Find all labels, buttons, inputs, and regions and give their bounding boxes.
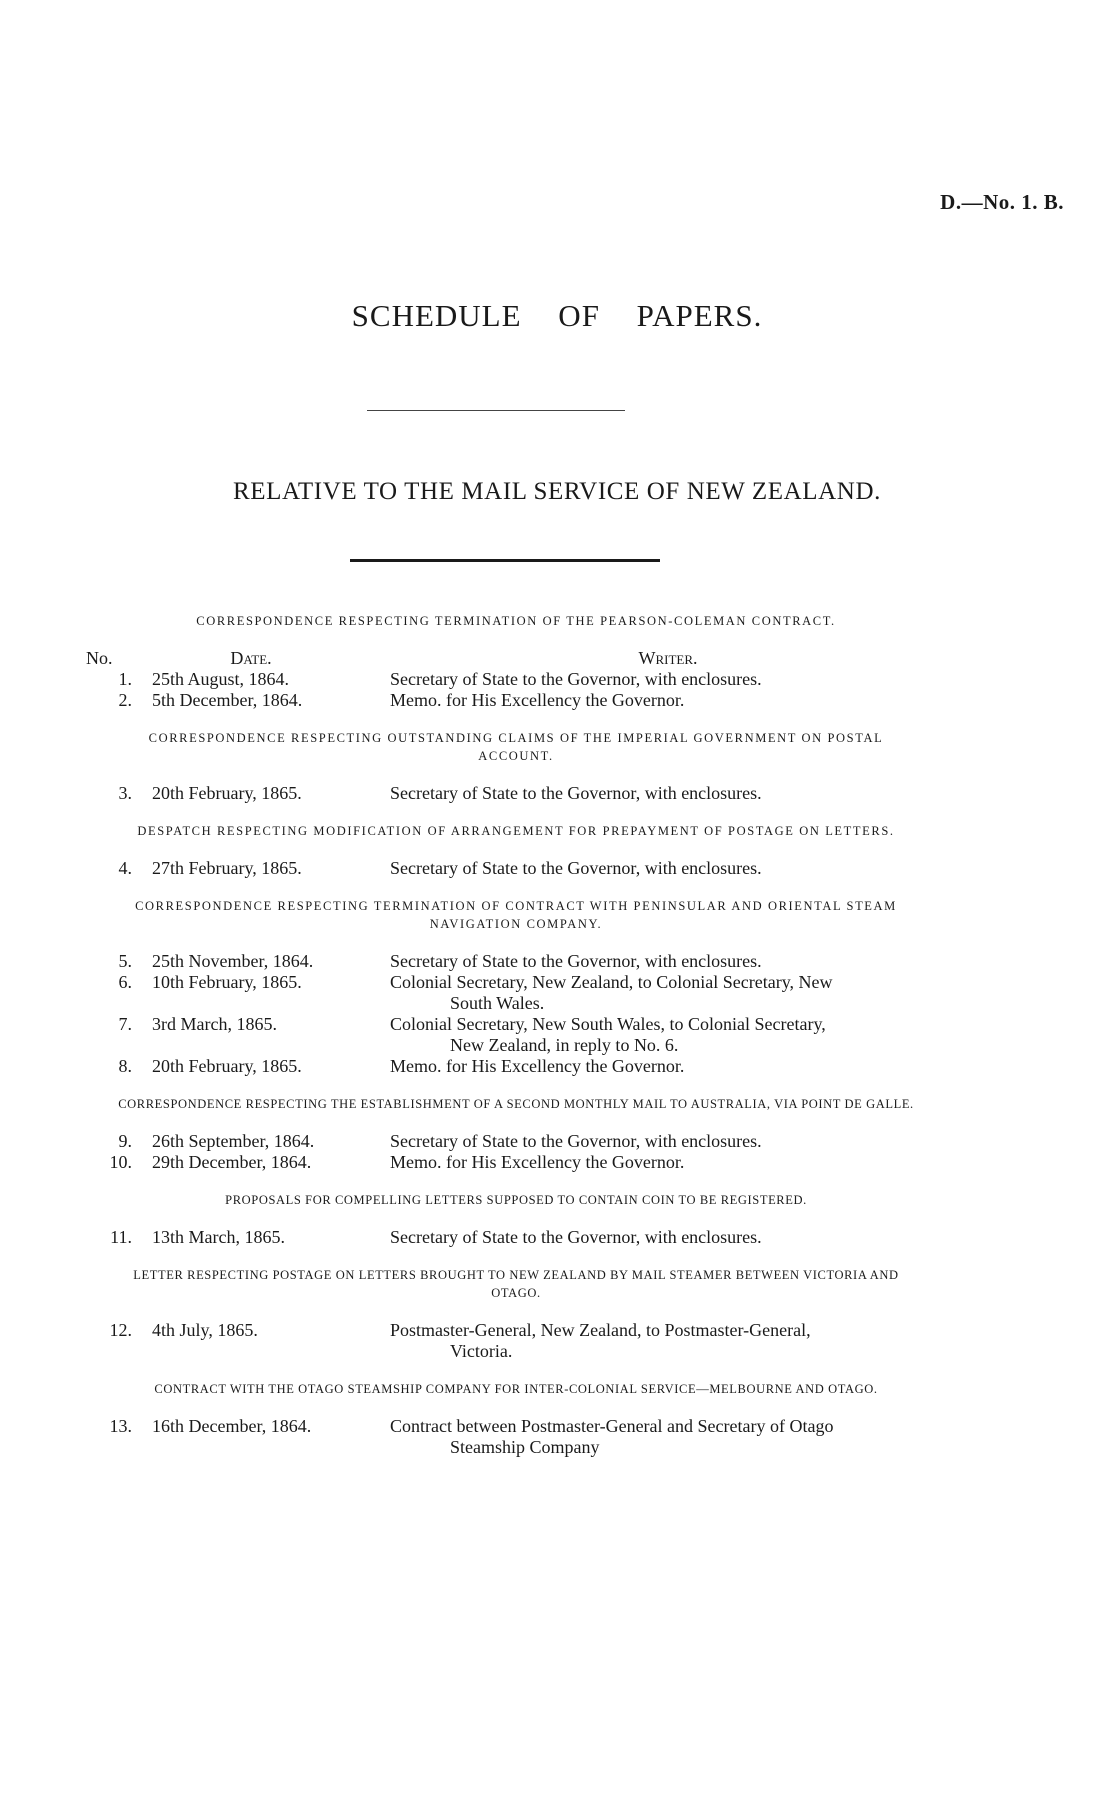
paper-writer-continuation: New Zealand, in reply to No. 6.	[450, 1035, 679, 1055]
paper-writer-text: Contract between Postmaster-General and Secretary of Otago	[390, 1416, 834, 1436]
divider-thin	[367, 410, 625, 411]
paper-number: 13.	[109, 1416, 132, 1436]
paper-number: 6.	[118, 972, 132, 992]
table-row	[86, 1131, 946, 1152]
section-heading: CORRESPONDENCE RESPECTING TERMINATION OF CONTRACT WITH PENINSULAR AND ORIENTAL STEAM NAVIGATION COMPANY.	[135, 899, 897, 931]
paper-writer-text: Secretary of State to the Governor, with enclosures.	[390, 1131, 762, 1151]
section-rows	[86, 648, 946, 711]
paper-writer	[370, 1416, 946, 1458]
paper-date: 20th February, 1865.	[152, 783, 302, 803]
section-heading: LETTER RESPECTING POSTAGE ON LETTERS BROUGHT TO NEW ZEALAND BY MAIL STEAMER BETWEEN VICTORIA AND OTAGO.	[133, 1268, 899, 1300]
paper-writer	[370, 951, 946, 972]
paper-date: 20th February, 1865.	[152, 1056, 302, 1076]
section-heading: CORRESPONDENCE RESPECTING THE ESTABLISHMENT OF A SECOND MONTHLY MAIL TO AUSTRALIA, VIA POINT DE GALLE.	[118, 1097, 914, 1111]
paper-date: 13th March, 1865.	[152, 1227, 285, 1247]
paper-number: 1.	[118, 669, 132, 689]
paper-writer	[370, 1152, 946, 1173]
paper-writer	[370, 1131, 946, 1152]
section-rows	[86, 951, 946, 1077]
paper-number: 8.	[118, 1056, 132, 1076]
paper-date: 25th August, 1864.	[152, 669, 290, 689]
column-header-date: Date.	[230, 648, 272, 668]
paper-writer-continuation: Victoria.	[450, 1341, 513, 1361]
paper-writer	[370, 669, 946, 690]
paper-writer-text: Colonial Secretary, New South Wales, to Colonial Secretary,	[390, 1014, 826, 1034]
paper-writer-continuation: Steamship Company	[450, 1437, 600, 1457]
paper-date: 3rd March, 1865.	[152, 1014, 277, 1034]
paper-date: 4th July, 1865.	[152, 1320, 258, 1340]
section-heading: DESPATCH RESPECTING MODIFICATION OF ARRANGEMENT FOR PREPAYMENT OF POSTAGE ON LETTERS.	[137, 824, 895, 838]
paper-writer	[370, 972, 946, 1014]
section-rows	[86, 1131, 946, 1173]
paper-number: 11.	[110, 1227, 132, 1247]
paper-date: 26th September, 1864.	[152, 1131, 315, 1151]
divider-thick	[350, 559, 660, 562]
paper-writer-text: Colonial Secretary, New Zealand, to Colonial Secretary, New	[390, 972, 833, 992]
schedule-section	[86, 897, 946, 1077]
section-heading: CORRESPONDENCE RESPECTING OUTSTANDING CLAIMS OF THE IMPERIAL GOVERNMENT ON POSTAL ACCOUNT.	[148, 731, 884, 763]
paper-number: 2.	[118, 690, 132, 710]
section-rows	[86, 783, 946, 804]
section-heading: CONTRACT WITH THE OTAGO STEAMSHIP COMPANY FOR INTER-COLONIAL SERVICE—MELBOURNE AND OTAGO.	[154, 1382, 878, 1396]
section-rows	[86, 858, 946, 879]
table-row	[86, 972, 946, 1014]
table-row	[86, 951, 946, 972]
table-row	[86, 1152, 946, 1173]
paper-date: 16th December, 1864.	[152, 1416, 312, 1436]
section-rows	[86, 1227, 946, 1248]
table-row	[86, 669, 946, 690]
schedule-section	[86, 822, 946, 879]
table-row	[86, 783, 946, 804]
column-header-row	[86, 648, 946, 669]
paper-writer	[370, 690, 946, 711]
paper-number: 12.	[109, 1320, 132, 1340]
schedule-content	[86, 612, 946, 1476]
paper-date: 27th February, 1865.	[152, 858, 302, 878]
paper-writer-text: Secretary of State to the Governor, with enclosures.	[390, 858, 762, 878]
paper-date: 29th December, 1864.	[152, 1152, 312, 1172]
section-heading: CORRESPONDENCE RESPECTING TERMINATION OF THE PEARSON-COLEMAN CONTRACT.	[196, 614, 836, 628]
paper-date: 10th February, 1865.	[152, 972, 302, 992]
paper-writer-text: Postmaster-General, New Zealand, to Postmaster-General,	[390, 1320, 811, 1340]
paper-writer-text: Secretary of State to the Governor, with enclosures.	[390, 669, 762, 689]
paper-writer	[370, 1320, 946, 1362]
table-row	[86, 858, 946, 879]
paper-writer	[370, 1014, 946, 1056]
paper-number: 10.	[109, 1152, 132, 1172]
section-heading: PROPOSALS FOR COMPELLING LETTERS SUPPOSED TO CONTAIN COIN TO BE REGISTERED.	[225, 1193, 807, 1207]
paper-number: 4.	[118, 858, 132, 878]
schedule-section	[86, 1266, 946, 1362]
page-title: SCHEDULE OF PAPERS.	[351, 298, 763, 333]
table-row	[86, 1014, 946, 1056]
paper-number: 5.	[118, 951, 132, 971]
paper-writer	[370, 858, 946, 879]
paper-number: 3.	[118, 783, 132, 803]
schedule-section	[86, 612, 946, 711]
paper-writer-continuation: South Wales.	[450, 993, 545, 1013]
paper-writer	[370, 1056, 946, 1077]
column-header-no: No.	[86, 648, 113, 668]
paper-writer-text: Memo. for His Excellency the Governor.	[390, 1056, 685, 1076]
paper-writer-text: Memo. for His Excellency the Governor.	[390, 690, 685, 710]
section-rows	[86, 1320, 946, 1362]
section-rows	[86, 1416, 946, 1458]
paper-date: 25th November, 1864.	[152, 951, 314, 971]
paper-writer-text: Memo. for His Excellency the Governor.	[390, 1152, 685, 1172]
table-row	[86, 1416, 946, 1458]
paper-date: 5th December, 1864.	[152, 690, 303, 710]
table-row	[86, 1056, 946, 1077]
table-row	[86, 1227, 946, 1248]
schedule-section	[86, 1095, 946, 1173]
schedule-section	[86, 729, 946, 804]
paper-number: 9.	[118, 1131, 132, 1151]
table-row	[86, 690, 946, 711]
paper-writer	[370, 783, 946, 804]
page-subtitle: RELATIVE TO THE MAIL SERVICE OF NEW ZEALAND.	[233, 478, 881, 505]
paper-writer	[370, 1227, 946, 1248]
document-reference: D.—No. 1. B.	[940, 190, 1064, 214]
paper-writer-text: Secretary of State to the Governor, with enclosures.	[390, 951, 762, 971]
column-header-writer: Writer.	[638, 648, 698, 668]
schedule-section	[86, 1191, 946, 1248]
table-row	[86, 1320, 946, 1362]
schedule-section	[86, 1380, 946, 1458]
paper-writer-text: Secretary of State to the Governor, with enclosures.	[390, 783, 762, 803]
paper-number: 7.	[118, 1014, 132, 1034]
paper-writer-text: Secretary of State to the Governor, with enclosures.	[390, 1227, 762, 1247]
